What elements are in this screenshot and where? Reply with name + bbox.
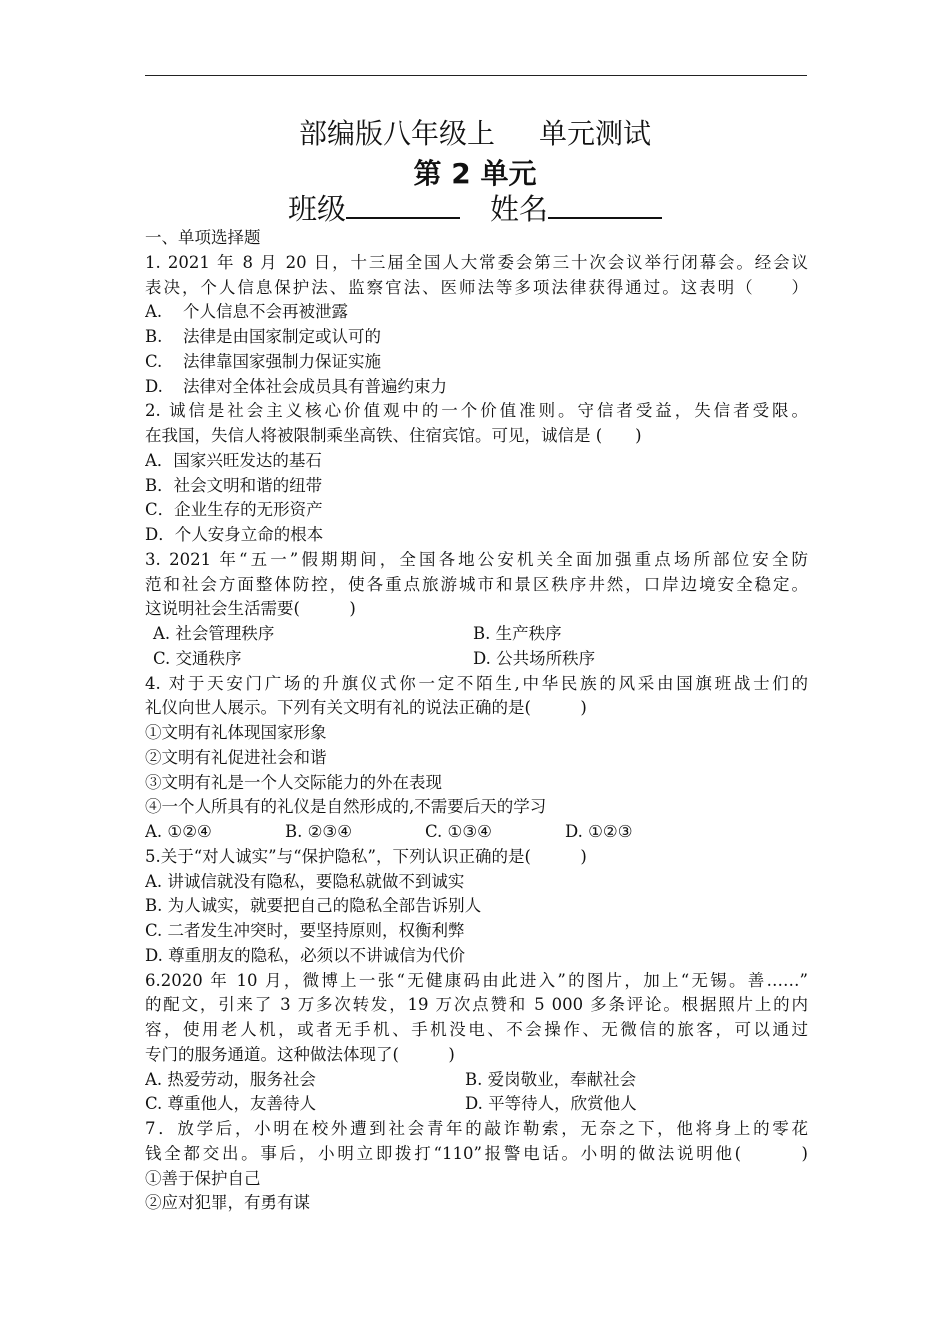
- q3-option-b: B. 生产秩序: [473, 624, 562, 643]
- q4-item-2: ②文明有礼促进社会和谐: [145, 747, 327, 767]
- q2-stem-line2: 在我国，失信人将被限制乘坐高铁、住宿宾馆。可见，诚信是 ( ): [145, 426, 642, 445]
- title-right: 单元测试: [539, 117, 652, 150]
- q3-options-row2: [145, 647, 808, 672]
- q2-stem-line1: 2. 诚信是社会主义核心价值观中的一个价值准则。守信者受益，失信者受限。: [145, 401, 808, 421]
- q1-option-a: A. 个人信息不会再被泄露: [145, 302, 348, 322]
- q2-option-c: C．企业生存的无形资产: [145, 500, 323, 520]
- q4-stem-line2: 礼仪向世人展示。下列有关文明有礼的说法正确的是( ): [145, 698, 587, 718]
- question-body: [145, 226, 808, 1216]
- q3-option-c: C. 交通秩序: [153, 648, 242, 668]
- q5-option-b: B. 为人诚实，就要把自己的隐私全部告诉别人: [145, 896, 482, 916]
- section-heading: 一、单项选择题: [145, 228, 261, 247]
- q5-stem-line1: 5.关于“对人诚实”与“保护隐私”，下列认识正确的是( ): [145, 846, 587, 866]
- name-blank[interactable]: [548, 191, 662, 219]
- q4-stem-line1: 4. 对于天安门广场的升旗仪式你一定不陌生,中华民族的风采由国旗班战士们的: [145, 673, 808, 693]
- q5-option-d: D. 尊重朋友的隐私，必须以不讲诚信为代价: [145, 945, 466, 965]
- header-rule: [145, 75, 807, 76]
- class-blank[interactable]: [346, 191, 460, 219]
- q4-option-a: A. ①②④: [145, 822, 212, 841]
- q6-option-b: B. 爱岗敬业，奉献社会: [465, 1069, 637, 1089]
- q6-stem-line1: 6.2020 年 10 月，微博上一张“无健康码由此进入”的图片，加上“无锡。善……”: [145, 970, 808, 990]
- q2-option-d: D．个人安身立命的根本: [145, 525, 324, 544]
- q7-item-1: ①善于保护自己: [145, 1168, 261, 1188]
- q1-option-c: C. 法律靠国家强制力保证实施: [145, 351, 381, 371]
- q5-option-c: C. 二者发生冲突时，要坚持原则，权衡利弊: [145, 921, 465, 940]
- q3-option-a: A. 社会管理秩序: [153, 624, 275, 643]
- unit-title: 第 2 单元: [413, 157, 537, 190]
- q6-option-d: D. 平等待人，欣赏他人: [465, 1094, 637, 1114]
- q3-option-d: D. 公共场所秩序: [473, 648, 596, 668]
- page-title: [0, 116, 950, 152]
- q6-stem-line3: 容，使用老人机，或者无手机、手机没电、不会操作、无微信的旅客，可以通过: [145, 1020, 808, 1039]
- q7-stem-line2: 钱全都交出。事后，小明立即拨打“110”报警电话。小明的做法说明他( ): [145, 1143, 808, 1163]
- q6-stem-line4: 专门的服务通道。这种做法体现了( ): [145, 1044, 455, 1064]
- q5-option-a: A. 讲诚信就没有隐私，要隐私就做不到诚实: [145, 871, 465, 891]
- q4-item-1: ①文明有礼体现国家形象: [145, 723, 327, 742]
- q1-stem-line1: 1. 2021 年 8 月 20 日，十三届全国人大常委会第三十次会议举行闭幕会。经会议: [145, 252, 808, 272]
- q4-option-d: D. ①②③: [565, 822, 633, 841]
- q4-option-b: B. ②③④: [285, 822, 352, 841]
- q2-option-b: B．社会文明和谐的纽带: [145, 475, 323, 495]
- q1-stem-line2: 表决，个人信息保护法、监察官法、医师法等多项法律获得通过。这表明（ ）: [145, 277, 808, 297]
- title-left: 部编版八年级上: [298, 117, 495, 150]
- q6-option-a: A. 热爱劳动，服务社会: [145, 1069, 316, 1089]
- q1-option-d: D. 法律对全体社会成员具有普遍约束力: [145, 376, 447, 396]
- q7-item-2: ②应对犯罪，有勇有谋: [145, 1193, 310, 1213]
- q2-option-a: A．国家兴旺发达的基石: [145, 450, 322, 470]
- class-label: 班级: [287, 192, 346, 226]
- name-label: 姓名: [490, 192, 549, 226]
- q1-option-b: B. 法律是由国家制定或认可的: [145, 327, 381, 346]
- student-info-line: [0, 190, 950, 228]
- q4-item-3: ③文明有礼是一个人交际能力的外在表现: [145, 772, 442, 792]
- q3-options-row1: [145, 622, 808, 647]
- q6-option-c: C. 尊重他人，友善待人: [145, 1094, 317, 1114]
- q3-stem-line3: 这说明社会生活需要( ): [145, 599, 356, 619]
- q7-stem-line1: 7．放学后，小明在校外遭到社会青年的敲诈勒索，无奈之下，他将身上的零花: [145, 1119, 808, 1138]
- q3-stem-line1: 3. 2021 年“五一”假期期间，全国各地公安机关全面加强重点场所部位安全防: [145, 549, 808, 569]
- q4-options-row: [145, 820, 808, 845]
- q6-options-row2: [145, 1092, 808, 1117]
- q6-stem-line2: 的配文，引来了 3 万多次转发，19 万次点赞和 5 000 多条评论。根据照片上的内: [145, 995, 808, 1015]
- q3-stem-line2: 范和社会方面整体防控，使各重点旅游城市和景区秩序井然，口岸边境安全稳定。: [145, 574, 808, 594]
- q6-options-row1: [145, 1068, 808, 1093]
- q4-item-4: ④一个人所具有的礼仪是自然形成的,不需要后天的学习: [145, 797, 547, 817]
- q4-option-c: C. ①③④: [425, 822, 492, 841]
